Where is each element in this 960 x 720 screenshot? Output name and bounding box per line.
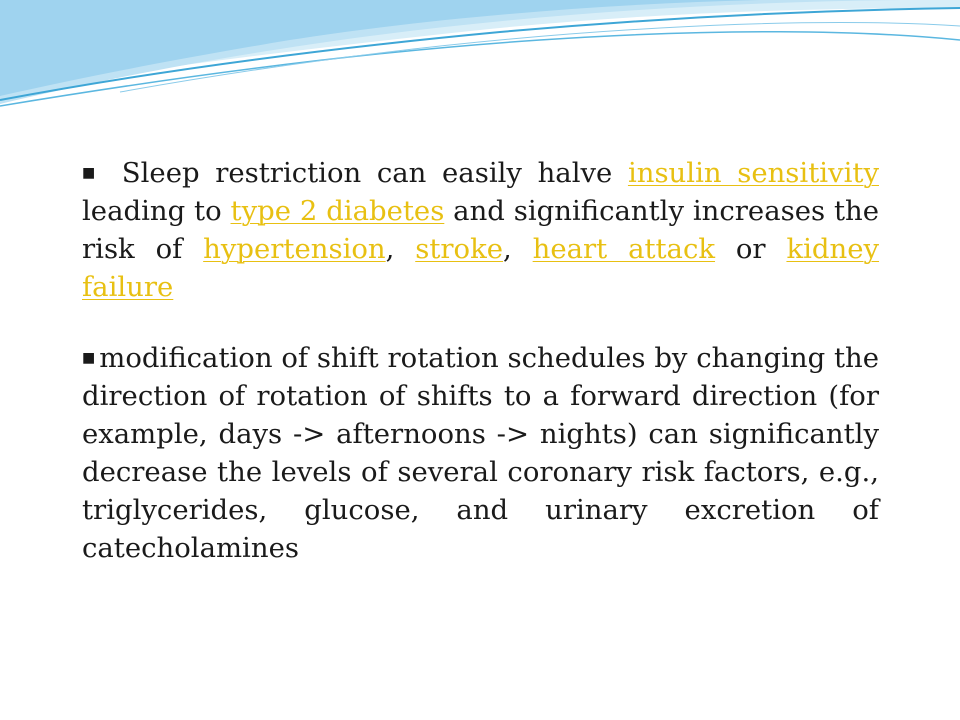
link-kidney-failure[interactable]: kidney failure (82, 233, 880, 303)
header-wave-decoration (0, 0, 960, 120)
link-type-2-diabetes[interactable]: type 2 diabetes (230, 195, 445, 227)
bullet-text: or (715, 233, 787, 265)
bullet-text: modification of shift rotation schedules by changing the direction of rotation of shifts to a forward direction (for example, days -> afternoons -> nights) can significantly decrease the levels of several coronary risk factors, e.g., triglycerides, glucose, and urinary excretion of catecholamines (82, 342, 879, 564)
bullet-text: and significantly increases the risk of (82, 195, 879, 265)
square-bullet-icon: ■ (82, 350, 96, 366)
link-heart-attack[interactable]: heart attack (532, 233, 716, 265)
link-stroke[interactable]: stroke (415, 233, 504, 265)
link-hypertension[interactable]: hypertension (203, 233, 386, 265)
bullet-paragraph-shift-rotation (82, 339, 879, 567)
slide-body (82, 154, 879, 600)
square-bullet-icon: ■ (82, 165, 103, 181)
link-insulin-sensitivity[interactable]: insulin sensitivity (627, 157, 879, 189)
bullet-text: Sleep restriction can easily halve (121, 157, 628, 189)
bullet-text: leading to (82, 195, 231, 227)
bullet-text: , (503, 233, 533, 265)
bullet-text: , (385, 233, 416, 265)
bullet-paragraph-sleep (82, 154, 879, 306)
